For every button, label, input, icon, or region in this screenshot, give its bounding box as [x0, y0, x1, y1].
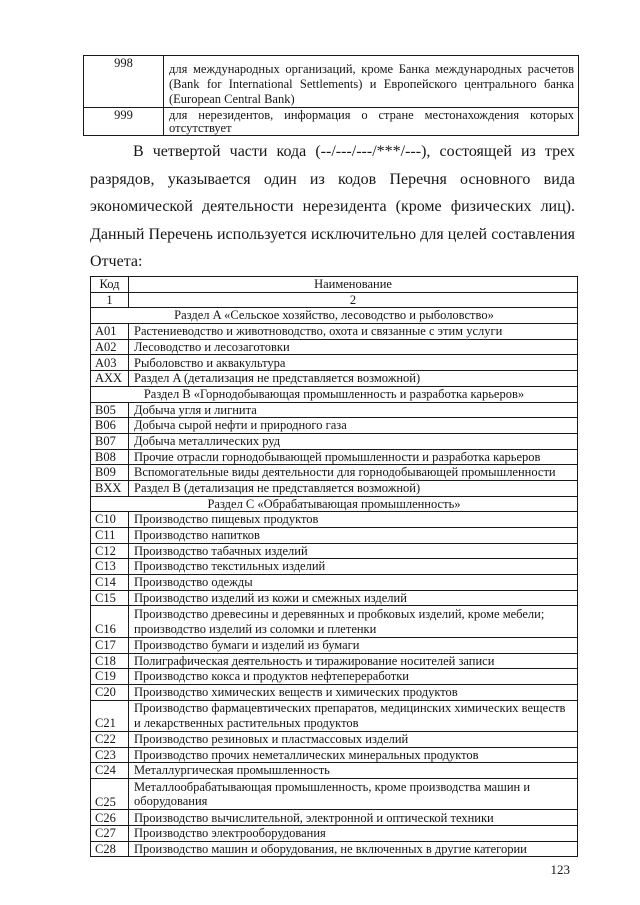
table-row — [91, 465, 578, 481]
country-code-description — [164, 56, 579, 108]
activity-name — [129, 810, 578, 826]
activity-name — [129, 590, 578, 606]
table-row — [91, 810, 578, 826]
activity-code: C14 — [91, 575, 129, 591]
table-row — [84, 56, 579, 108]
activity-name-line: Рыболовство и аквакультура — [134, 355, 286, 370]
activity-name — [129, 528, 578, 544]
activity-name — [129, 731, 578, 747]
table-row — [91, 559, 578, 575]
activity-code: BXX — [91, 480, 129, 496]
table-row — [91, 826, 578, 842]
table-row — [91, 747, 578, 763]
activity-name-line: Металлообрабатывающая промышленность, кроме производства машин и — [134, 779, 531, 794]
activity-name-line: Металлургическая промышленность — [134, 763, 330, 778]
country-code-description — [164, 108, 579, 136]
activity-name-line: Производство древесины и деревянных и пробковых изделий, кроме мебели; — [134, 607, 545, 622]
activity-name — [129, 684, 578, 700]
table-row — [91, 480, 578, 496]
activity-code: C13 — [91, 559, 129, 575]
activity-code: A01 — [91, 324, 129, 340]
table-row — [91, 418, 578, 434]
activity-code: A03 — [91, 355, 129, 371]
activity-code: C25 — [91, 779, 129, 810]
activity-name-line: Добыча металлических руд — [134, 433, 281, 448]
description-line: (European Central Bank) — [169, 92, 295, 106]
column-number-name: 2 — [129, 292, 578, 308]
activity-name-line: Производство табачных изделий — [134, 543, 308, 558]
activity-name — [129, 433, 578, 449]
activity-name — [129, 637, 578, 653]
activity-name — [129, 324, 578, 340]
activity-name-line: производство изделий из соломки и плетенки — [134, 621, 377, 636]
section-row — [91, 386, 578, 402]
table-row — [91, 763, 578, 779]
table-row — [91, 590, 578, 606]
activity-code: B09 — [91, 465, 129, 481]
column-number-row — [91, 292, 578, 308]
activity-code: C11 — [91, 528, 129, 544]
activity-name — [129, 480, 578, 496]
activity-code: C12 — [91, 543, 129, 559]
activity-name — [129, 826, 578, 842]
column-header-name: Наименование — [129, 277, 578, 293]
activity-name-line: Производство пищевых продуктов — [134, 512, 319, 527]
activity-name — [129, 606, 578, 637]
activity-name-line: Прочие отрасли горнодобывающей промышленности и разработка карьеров — [134, 449, 541, 464]
paragraph-line: Данный Перечень используется исключительно для целей составления — [90, 225, 575, 243]
activity-name-line: и лекарственных растительных продуктов — [134, 715, 359, 730]
activity-name-line: Раздел B (детализация не представляется возможной) — [134, 481, 421, 496]
activity-name — [129, 543, 578, 559]
activity-name — [129, 418, 578, 434]
description-line: (Bank for International Settlements) и Европейского центрального банка — [169, 77, 574, 91]
table-header — [91, 277, 578, 308]
activity-name — [129, 371, 578, 387]
activity-name-line: оборудования — [134, 794, 208, 809]
activity-name — [129, 355, 578, 371]
paragraph-line: разрядов, указывается один из кодов Перечня основного вида — [90, 170, 575, 188]
table-row — [91, 606, 578, 637]
paragraph-line: В четвертой части кода (--/---/---/***/---), состоящей из трех — [133, 143, 575, 160]
activity-code: B07 — [91, 433, 129, 449]
activity-name-line: Производство одежды — [134, 575, 253, 590]
activity-name-line: Производство бумаги и изделий из бумаги — [134, 637, 360, 652]
table-row — [91, 371, 578, 387]
activity-name — [129, 779, 578, 810]
column-header-code: Код — [91, 277, 129, 293]
body-paragraph — [90, 138, 575, 276]
country-code: 998 — [84, 56, 164, 108]
paragraph-line: Отчета: — [90, 253, 143, 270]
activity-code: C10 — [91, 512, 129, 528]
table-row — [91, 684, 578, 700]
activity-name-line: Добыча сырой нефти и природного газа — [134, 418, 347, 433]
activity-name-line: Полиграфическая деятельность и тиражирование носителей записи — [134, 653, 495, 668]
activity-code: C19 — [91, 669, 129, 685]
description-line: для международных организаций, кроме Банка международных расчетов — [169, 62, 574, 76]
activity-code: AXX — [91, 371, 129, 387]
activity-name — [129, 669, 578, 685]
table-row — [91, 402, 578, 418]
activity-name-line: Производство машин и оборудования, не включенных в другие категории — [134, 841, 527, 856]
table-row — [91, 355, 578, 371]
activity-name — [129, 465, 578, 481]
activity-code: C18 — [91, 653, 129, 669]
section-heading: Раздел A «Сельское хозяйство, лесоводство и рыболовство» — [91, 308, 578, 324]
activity-code: B08 — [91, 449, 129, 465]
activity-name-line: Производство резиновых и пластмассовых изделий — [134, 732, 409, 747]
country-code-table-continuation — [83, 55, 579, 136]
activity-name — [129, 559, 578, 575]
activity-code: C28 — [91, 841, 129, 857]
table-row — [91, 669, 578, 685]
activity-code: C27 — [91, 826, 129, 842]
activity-name — [129, 653, 578, 669]
activity-name-line: Лесоводство и лесозаготовки — [134, 339, 290, 354]
section-row — [91, 308, 578, 324]
activity-name-line: Производство напитков — [134, 528, 260, 543]
column-number-code: 1 — [91, 292, 129, 308]
activity-code: C23 — [91, 747, 129, 763]
activity-name — [129, 700, 578, 731]
table-row — [91, 543, 578, 559]
table-row — [91, 433, 578, 449]
table-row — [91, 324, 578, 340]
activity-name — [129, 512, 578, 528]
table-row — [91, 637, 578, 653]
header-row — [91, 277, 578, 293]
activity-name-line: Добыча угля и лигнита — [134, 402, 257, 417]
country-code: 999 — [84, 108, 164, 136]
activity-code: C15 — [91, 590, 129, 606]
activity-name-line: Производство химических веществ и химических продуктов — [134, 684, 458, 699]
activity-code: B05 — [91, 402, 129, 418]
description-line: для нерезидентов, информация о стране местонахождения которых — [169, 108, 574, 122]
table-row — [91, 779, 578, 810]
activity-name — [129, 402, 578, 418]
table-row — [91, 339, 578, 355]
activity-name-line: Производство изделий из кожи и смежных изделий — [134, 590, 407, 605]
description-line: отсутствует — [169, 121, 232, 135]
section-row — [91, 496, 578, 512]
section-heading: Раздел B «Горнодобывающая промышленность и разработка карьеров» — [91, 386, 578, 402]
table-row — [91, 449, 578, 465]
section-heading: Раздел C «Обрабатывающая промышленность» — [91, 496, 578, 512]
activity-name — [129, 841, 578, 857]
activity-code: C21 — [91, 700, 129, 731]
activity-code: C16 — [91, 606, 129, 637]
table-row — [84, 108, 579, 136]
activity-name — [129, 763, 578, 779]
table-row — [91, 575, 578, 591]
activity-name-line: Производство прочих неметаллических минеральных продуктов — [134, 747, 479, 762]
paragraph-line: экономической деятельности нерезидента (кроме физических лиц). — [90, 198, 575, 215]
activity-code: C17 — [91, 637, 129, 653]
activity-name — [129, 575, 578, 591]
table-row — [91, 528, 578, 544]
activity-name-line: Производство фармацевтических препаратов, медицинских химических веществ — [134, 701, 566, 716]
activity-name-line: Производство вычислительной, электронной и оптической техники — [134, 810, 494, 825]
table-row — [91, 653, 578, 669]
activity-code: C24 — [91, 763, 129, 779]
activity-code: C26 — [91, 810, 129, 826]
activity-name-line: Производство кокса и продуктов нефтепереработки — [134, 669, 409, 684]
activity-name — [129, 449, 578, 465]
activity-code-table — [90, 276, 578, 857]
activity-name — [129, 339, 578, 355]
activity-name-line: Растениеводство и животноводство, охота и связанные с этим услуги — [134, 324, 503, 339]
activity-name — [129, 747, 578, 763]
activity-name-line: Производство текстильных изделий — [134, 559, 326, 574]
activity-name-line: Производство электрооборудования — [134, 826, 326, 841]
page-number: 123 — [550, 862, 570, 877]
table-row — [91, 512, 578, 528]
table-row — [91, 841, 578, 857]
activity-name-line: Вспомогательные виды деятельности для горнодобывающей промышленности — [134, 465, 556, 480]
activity-code: C20 — [91, 684, 129, 700]
activity-code: B06 — [91, 418, 129, 434]
table-body — [91, 308, 578, 857]
activity-code: C22 — [91, 731, 129, 747]
activity-code: A02 — [91, 339, 129, 355]
table-row — [91, 731, 578, 747]
table-row — [91, 700, 578, 731]
activity-name-line: Раздел A (детализация не представляется возможной) — [134, 371, 421, 386]
